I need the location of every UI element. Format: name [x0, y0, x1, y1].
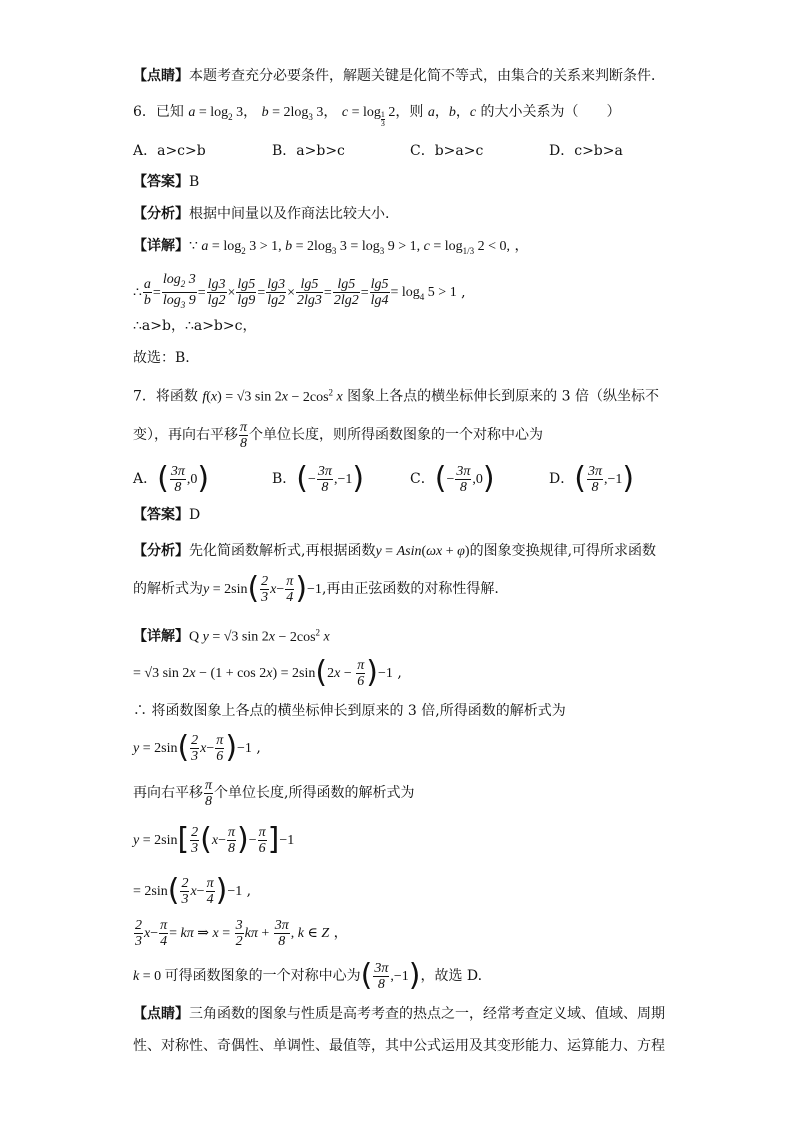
- q6-option-b[interactable]: B．a>b>c: [272, 143, 345, 159]
- closing-line1: [133, 1004, 665, 1024]
- q7-option-d[interactable]: D．( $\frac{3\pi}{8}$ ,−1): [549, 461, 635, 496]
- q7-option-b[interactable]: B．(− $\frac{3\pi}{8}$ ,−1): [272, 461, 365, 496]
- q7-detail9-post: ，故选 D.: [420, 968, 483, 984]
- closing-line2: 性、对称性、奇偶性、单调性、最值等，其中公式运用及其变形能力、运算能力、方程: [133, 1038, 665, 1054]
- q7-detail-tag: 【详解】: [133, 628, 189, 645]
- q7-answer-tag: 【答案】: [133, 507, 189, 523]
- q6-analysis: [133, 204, 389, 224]
- q7-analysis-line1: 【分析】先化简函数解析式,再根据函数y = Asin(ωx + φ)的图象变换规律,可得所求函数: [133, 543, 657, 559]
- q6-detail-line1: 【详解】∵ $a = \log_2 3 > 1$, $b = 2\log_3$ $3 = \log_3 9 > 1$, $c = \log_{1/3} 2 < 0$, ，: [133, 238, 529, 256]
- q7-stem-line2: 变），再向右平移 $\frac{\pi}{8}$ 个单位长度，则所得函数图象的一个对称中心为: [133, 419, 544, 451]
- q7-answer: [133, 505, 200, 525]
- q7-stem-line1: 7．将函数 f(x) = √3 $\sin 2x - 2\cos^2$ x 图象上各点的横坐标伸长到原来的 3 倍（纵坐标不: [133, 387, 659, 405]
- dianjing-text: 本题考查充分必要条件，解题关键是化简不等式，由集合的关系来判断条件．: [189, 68, 665, 84]
- q6-conclusion: 故选：B.: [133, 350, 190, 366]
- q6-option-d[interactable]: D．c>b>a: [549, 143, 623, 159]
- q7-detail-line2: = √3 sin 2x − (1 + cos 2x) = 2sin(2x − $\frac{\pi}{6}$ )−1 ,: [133, 655, 402, 690]
- q7-stem-pre: 变），再向右平移: [133, 427, 238, 443]
- q6-answer-tag: 【答案】: [133, 174, 189, 190]
- dianjing-paragraph: [133, 66, 665, 86]
- closing-tag: 【点睛】: [133, 1006, 189, 1022]
- q6-answer-value: B: [189, 174, 200, 190]
- q6-analysis-tag: 【分析】: [133, 206, 189, 222]
- q6-detail-line2: ∴ $\frac{a}{b}$ = $\frac{\log_2 3}{\log_3 9}$ = $\frac{\lg 3}{\lg 2}$ × $\frac{\lg 5}{\lg 9}$ = $\frac{\lg 3}{\lg 2}$ × $\frac{\lg 5}{2\lg 3}$ = $\frac{\lg 5}{2\lg 2}$ = $\frac{\lg 5}{\lg 4}$ = $\log_4 5 > 1$ ,: [133, 272, 466, 310]
- q7-analysis2-post: ,再由正弦函数的对称性得解.: [321, 581, 499, 597]
- q6-a-expr: a: [188, 105, 196, 120]
- q7-analysis-tag: 【分析】: [133, 543, 189, 559]
- q7-detail-line5: 再向右平移 $\frac{\pi}{8}$ 个单位长度,所得函数的解析式为: [133, 777, 415, 809]
- q7-detail-line7: = 2sin( $\frac{2}{3}$ x− $\frac{\pi}{4}$ )−1 ,: [133, 873, 252, 908]
- q7-analysis-post: 的图象变换规律,可得所求函数: [469, 543, 657, 559]
- q6-option-c[interactable]: C．b>a>c: [410, 143, 484, 159]
- closing-text-1: 三角函数的图象与性质是高考考查的热点之一，经常考查定义域、值域、周期: [189, 1006, 665, 1022]
- q7-option-a[interactable]: A．( $\frac{3\pi}{8}$ ,0): [133, 461, 210, 496]
- q7-detail-line6: y = 2sin[ $\frac{2}{3}$ (x− $\frac{\pi}{8}$ )− $\frac{\pi}{6}$ ]−1: [133, 822, 295, 857]
- q6-answer: [133, 172, 199, 192]
- q6-c-expr: c: [341, 105, 349, 120]
- q7-analysis-line2: 的解析式为y = 2sin( $\frac{2}{3}$ x− $\frac{\pi}{4}$ )−1,再由正弦函数的对称性得解.: [133, 571, 499, 606]
- q6-option-a[interactable]: A．a>c>b: [133, 143, 206, 159]
- q6-analysis-text: 根据中间量以及作商法比较大小.: [189, 206, 390, 222]
- dianjing-tag: 【点睛】: [133, 68, 189, 84]
- q6-stem: 6．已知 $a = \log_2 3$， $b = 2\log_3$ 3， c = log $_{\frac{1}{3}}$ 2，则 a，b，c 的大小关系为（ ）: [133, 104, 621, 128]
- q7-detail5-pre: 再向右平移: [133, 785, 203, 801]
- q7-detail-line1: 【详解】Q y = √3 $\sin 2x - 2\cos^2$ x: [133, 627, 330, 645]
- q6-prefix: 6．已知: [133, 104, 184, 120]
- q7-detail5-post: 个单位长度,所得函数的解析式为: [214, 785, 415, 801]
- q7-detail-line4: y = 2sin( $\frac{2}{3}$ x− $\frac{\pi}{6}$ )−1 ,: [133, 730, 261, 765]
- q7-detail-line9: k = 0 可得函数图象的一个对称中心为( $\frac{3\pi}{8}$ ,−1)，故选 D.: [133, 958, 483, 993]
- q7-stem-post: 个单位长度，则所得函数图象的一个对称中心为: [249, 427, 544, 443]
- q7-option-c[interactable]: C．(− $\frac{3\pi}{8}$ ,0): [410, 461, 495, 496]
- q7-analysis-pre: 先化简函数解析式,再根据函数: [189, 543, 376, 559]
- q7-analysis2-pre: 的解析式为: [133, 581, 203, 597]
- q7-detail-line3: ∴ 将函数图象上各点的横坐标伸长到原来的 3 倍,所得函数的解析式为: [133, 703, 566, 719]
- q7-answer-value: D: [189, 507, 201, 523]
- q6-detail-line3: ∴a>b，∴a>b>c，: [133, 318, 257, 334]
- q7-detail-line8: $\frac{2}{3}$ x− $\frac{\pi}{4}$ = kπ ⇒ x = $\frac{3}{2}$ kπ + $\frac{3\pi}{8}$ , k ∈ Z ，: [135, 917, 348, 949]
- q6-detail-tag: 【详解】: [133, 238, 189, 254]
